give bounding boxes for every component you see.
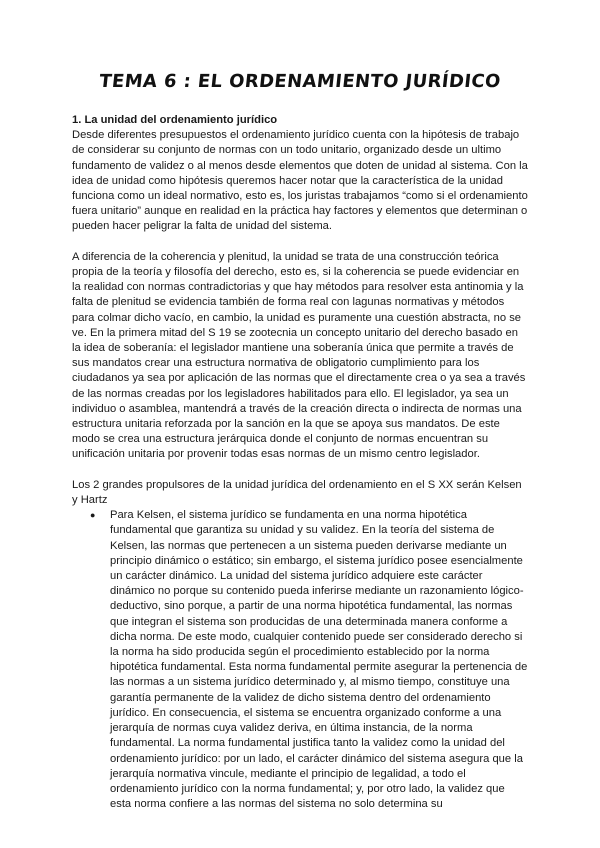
paragraph-unity-hypothesis: Desde diferentes presupuestos el ordenamiento jurídico cuenta con la hipótesis de trabajo de considerar su conjunto de normas con un todo unitario, organizado desde un ultimo fundamento de validez o al menos desde elementos que doten de unidad al sistema. Con la idea de unidad como hipótesis queremos hacer notar que la característica de la unidad funciona como un ideal normativo, esto es, los juristas trabajamos “como si el ordenamiento fuera unitario” aunque en realidad en la práctica hay factores y elementos que determinan o pueden hacer peligrar la falta de unidad del sistema. <box>72 129 528 233</box>
paragraph-spacer <box>72 235 528 250</box>
list-item-kelsen <box>90 508 528 812</box>
paragraph-spacer <box>72 463 528 478</box>
paragraph-coherence-comparison: A diferencia de la coherencia y plenitud, la unidad se trata de una construcción teórica propia de la teoría y filosofía del derecho, esto es, si la coherencia se puede evidenciar en la realidad con normas contradictorias y que hay métodos para resolver esta antinomia y la falta de plenitud se evidencia también de forma real con lagunas normativas y métodos para colmar dicho vacío, en cambio, la unidad es puramente una cuestión abstracta, no se ve. En la primera mitad del S 19 se zootecnia un concepto unitario del derecho basado en la idea de soberanía: el legislador mantiene una soberanía única que permite a través de sus mandatos crear una estructura normativa de obligatorio cumplimiento para los ciudadanos ya sea por aplicación de las normas que el directamente crea o ya sea a través de las normas creadas por los legisladores habilitados para ello. El legislador, ya sea un individuo o asamblea, mantendrá a través de la creación directa o indirecta de normas una estructura unitaria reforzada por la sanción en la que se apoya sus mandatos. De este modo se crea una estructura jerárquica donde el conjunto de normas encuentran su unificación unitaria por provenir todas esas normas de un mismo centro legislador. <box>72 250 526 461</box>
document-body <box>72 113 528 812</box>
paragraph-propulsores: Los 2 grandes propulsores de la unidad jurídica del ordenamiento en el S XX serán Kelsen y Hartz <box>72 478 522 507</box>
section-heading: 1. La unidad del ordenamiento jurídico <box>72 114 278 126</box>
list-item-text: Para Kelsen, el sistema jurídico se fundamenta en una norma hipotética fundamental que garantiza su unidad y su validez. En la teoría del sistema de Kelsen, las normas que pertenecen a un sistema pueden derivarse mediante un principio dinámico o estático; sin embargo, el sistema jurídico posee esencialmente un carácter dinámico. La unidad del sistema jurídico adquiere este carácter dinámico no porque su contenido pueda inferirse mediante un razonamiento lógico-deductivo, sino porque, a partir de una norma hipotética fundamental, las normas que integran el sistema son producidas de una determinada manera conforme a dicha norma. De este modo, cualquier contenido puede ser considerado derecho si la norma ha sido producida según el procedimiento establecido por la norma hipotética fundamental. Esta norma fundamental permite asegurar la pertenencia de las normas a un sistema jurídico determinado y, al mismo tiempo, constituye una garantía permanente de la validez de dicho sistema dentro del ordenamiento jurídico. En consecuencia, el sistema se encuentra organizado conforme a una jerarquía de normas cuya validez deriva, en última instancia, de la norma fundamental. La norma fundamental justifica tanto la validez como la unidad del ordenamiento jurídico: por un lado, el carácter dinámico del sistema asegura que la jerarquía normativa vincule, mediante el principio de legalidad, a todo el ordenamiento jurídico con la norma fundamental; y, por otro lado, la validez que esta norma confiere a las normas del sistema no solo determina su <box>110 509 528 811</box>
bullet-dot-icon: ● <box>90 510 96 521</box>
document-title: TEMA 6 : EL ORDENAMIENTO JURÍDICO <box>98 71 502 92</box>
bullet-list <box>72 508 528 812</box>
